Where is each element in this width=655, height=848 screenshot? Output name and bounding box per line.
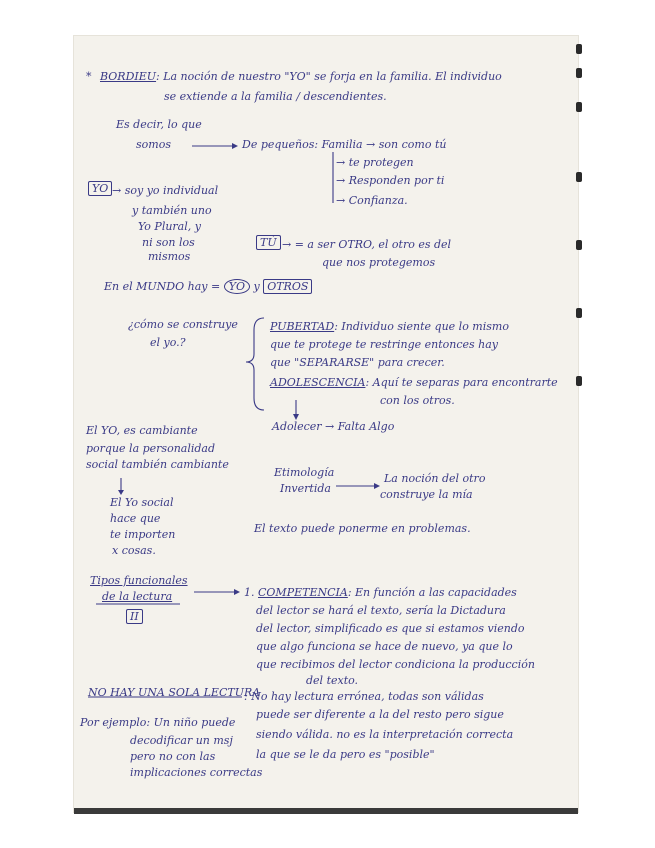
competencia-line-1: [244, 586, 517, 600]
pubertad-line-3: que "SEPARARSE" para crecer.: [270, 356, 445, 369]
mundo-prefix: En el MUNDO hay =: [104, 280, 221, 293]
nohay-line-2: puede ser diferente a la del resto pero sigue: [256, 708, 504, 721]
competencia-line-6: del texto.: [306, 674, 359, 687]
competencia-text: : En función a las capacidades: [347, 586, 517, 599]
tu-line-2: que nos protegemos: [322, 256, 436, 269]
yo-line-5: mismos: [148, 250, 191, 263]
adolescencia-label: ADOLESCENCIA: [270, 376, 366, 389]
competencia-line-5: que recibimos del lector condiciona la producción: [256, 658, 535, 671]
nohay-line-4: la que se le da pero es "posible": [256, 748, 435, 761]
tipos-number: [126, 610, 143, 624]
cambiante-line-1: El YO, es cambiante: [86, 424, 198, 437]
bordieu-line-2: se extiende a la familia / descendientes.: [164, 90, 387, 103]
pubertad-line-1: [270, 320, 509, 334]
arrowhead-icon: [232, 143, 238, 149]
competencia-number: 1.: [244, 586, 255, 599]
mundo-and: y: [253, 280, 260, 293]
como-line-1: ¿cómo se construye: [128, 318, 238, 331]
protegen-line: → te protegen: [336, 156, 414, 169]
decir-line-1: Es decir, lo que: [116, 118, 202, 131]
nohay-line-3: siendo válida. no es la interpretación correcta: [256, 728, 514, 741]
bordieu-line-1: : La noción de nuestro "YO" se forja en la familia. El individuo: [156, 70, 502, 83]
yo-line-2: y también uno: [132, 204, 212, 217]
competencia-line-4: que algo funciona se hace de nuevo, ya que lo: [256, 640, 513, 653]
ejemplo-line-1: Por ejemplo: Un niño puede: [80, 716, 236, 729]
tu-box-label: TÚ: [256, 235, 281, 250]
competencia-label: COMPETENCIA: [258, 586, 348, 599]
pubertad-label: PUBERTAD: [270, 320, 335, 333]
confianza-line: → Confianza.: [336, 194, 408, 207]
bordieu-heading: BORDIEU: [100, 70, 157, 83]
social-line-1: El Yo social: [110, 496, 174, 509]
yo-box: [88, 182, 112, 196]
curly-brace-icon: [246, 318, 264, 410]
nohay-heading: NO HAY UNA SOLA LECTURA: [88, 686, 261, 699]
cambiante-line-3: social también cambiante: [86, 458, 229, 471]
social-line-4: x cosas.: [112, 544, 156, 557]
nocion-line-1: La noción del otro: [384, 472, 486, 485]
adolescencia-text: : Aquí te separas para encontrarte: [365, 376, 558, 389]
tu-box: [256, 236, 281, 250]
tu-line-1: → = a ser OTRO, el otro es del: [282, 238, 452, 251]
social-line-2: hace que: [110, 512, 161, 525]
adolescencia-line-2: con los otros.: [380, 394, 455, 407]
bordieu-star: *: [86, 70, 92, 83]
tipos-number-box: II: [126, 609, 143, 624]
yo-line-3: Yo Plural, y: [138, 220, 201, 233]
adolescencia-line-1: [270, 376, 558, 390]
mundo-line: [104, 280, 312, 294]
ejemplo-line-3: pero no con las: [130, 750, 216, 763]
texto-problemas-line: El texto puede ponerme en problemas.: [254, 522, 471, 535]
pubertad-text: : Individuo siente que lo mismo: [334, 320, 509, 333]
yo-line-4: ni son los: [142, 236, 195, 249]
yo-box-label: YO: [88, 181, 112, 196]
social-line-3: te importen: [110, 528, 176, 541]
nocion-line-2: construye la mía: [380, 488, 473, 501]
pubertad-line-2: que te protege te restringe entonces hay: [270, 338, 499, 351]
mundo-otros-box: OTROS: [263, 279, 312, 294]
pequenos-line: De pequeños: Familia → son como tú: [242, 138, 447, 151]
competencia-line-2: del lector se hará el texto, sería la Dictadura: [256, 604, 506, 617]
tipos-line-2: de la lectura: [102, 590, 173, 603]
arrowhead-icon: [234, 589, 240, 595]
nohay-line-1: : No hay lectura errónea, todas son válidas: [244, 690, 484, 703]
como-line-2: el yo.?: [150, 336, 186, 349]
competencia-line-3: del lector, simplificado es que si estamos viendo: [256, 622, 525, 635]
etimologia-line-2: Invertida: [280, 482, 331, 495]
decir-line-2: somos: [136, 138, 171, 151]
etimologia-line-1: Etimología: [274, 466, 335, 479]
mundo-yo-circle: YO: [224, 279, 250, 294]
ejemplo-line-2: decodificar un msj: [130, 734, 233, 747]
yo-line-1: → soy yo individual: [112, 184, 219, 197]
responden-line: → Responden por ti: [336, 174, 445, 187]
tipos-line-1: Tipos funcionales: [90, 574, 188, 587]
cambiante-line-2: porque la personalidad: [86, 442, 216, 455]
arrowhead-icon: [118, 490, 124, 495]
adolecer-line: Adolecer → Falta Algo: [272, 420, 395, 433]
ejemplo-line-4: implicaciones correctas: [130, 766, 263, 779]
